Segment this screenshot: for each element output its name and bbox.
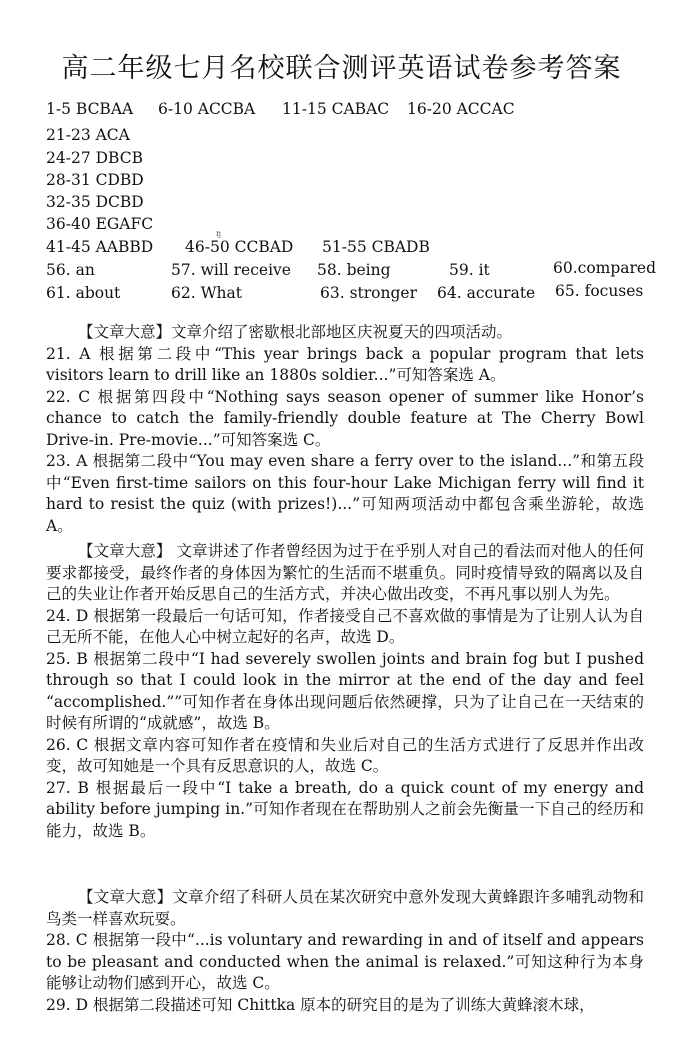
answer-item: 59. it — [449, 261, 490, 279]
stray-mark: ŋ — [216, 229, 222, 238]
answer-item: 51-55 CBADB — [322, 238, 430, 256]
answer-item: 41-45 AABBD — [46, 238, 154, 256]
answer-explanation: 26. C 根据文章内容可知作者在疫情和失业后对自己的生活方式进行了反思并作出改变，故可知她是一个具有反思意识的人，故选 C。 — [46, 735, 644, 775]
page-title: 高二年级七月名校联合测评英语试卷参考答案 — [61, 53, 622, 85]
answer-explanation: 28. C 根据第一段中“...is voluntary and rewarding in and of itself and appears to be pleasant and conducted when the animal is relaxed.”可知这种行为本身能够让动物们感到开心，故选 C。 — [46, 931, 644, 992]
answer-item: 1-5 BCBAA — [46, 100, 134, 118]
section-summary: 【文章大意】文章介绍了科研人员在某次研究中意外发现大黄蜂跟许多哺乳动物和鸟类一样喜欢玩耍。 — [46, 888, 644, 928]
answer-explanation: 29. D 根据第二段描述可知 Chittka 原本的研究目的是为了训练大黄蜂滚木球， — [46, 995, 595, 1014]
answer-item: 56. an — [46, 261, 95, 279]
answer-item: 61. about — [46, 284, 121, 302]
section-summary: 【文章大意】 文章讲述了作者曾经因为过于在乎别人对自己的看法而对他人的任何要求都接受，最终作者的身体因为繁忙的生活而不堪重负。同时疫情导致的隔离以及自己的失业让作者开始反思自己的生活方式，并决心做出改变，不再凡事以别人为先。 — [46, 542, 644, 603]
answer-explanation: 23. A 根据第二段中“You may even share a ferry over to the island...”和第五段中“Even first-time sailors on this four-hour Lake Michigan ferry will find it hard to resist the quiz (with prizes!)...”可知两项活动中都包含乘坐游轮，故选 A。 — [46, 452, 644, 535]
answer-line: 36-40 EGAFC — [46, 215, 154, 233]
section-summary: 【文章大意】文章介绍了密歇根北部地区庆祝夏天的四项活动。 — [78, 323, 513, 341]
answer-line: 21-23 ACA — [46, 126, 130, 144]
explanation-section — [46, 322, 644, 537]
answer-explanation: 27. B 根据最后一段中“I take a breath, do a quick count of my energy and ability before jumping in.”可知作者现在在帮助别人之前会先衡量一下自己的经历和能力，故选 B。 — [46, 778, 644, 840]
answer-item: 16-20 ACCAC — [407, 100, 515, 118]
answer-explanation: 25. B 根据第二段中“I had severely swollen joints and brain fog but I pushed through so that I could look in the mirror at the end of the day and feel “accomplished.””可知作者在身体出现问题后依然硬撑，只为了让自己在一天结束的时候有所谓的“成就感”，故选 B。 — [46, 649, 644, 732]
answer-item: 46-50 CCBAD — [185, 238, 294, 256]
answer-line: 32-35 DCBD — [46, 193, 144, 211]
answer-item: 6-10 ACCBA — [158, 100, 256, 118]
answer-item: 58. being — [317, 261, 391, 279]
answer-line: 24-27 DBCB — [46, 149, 143, 167]
answer-explanation: 22. C 根据第四段中“Nothing says season opener of summer like Honor’s chance to catch the family-friendly double feature at The Cherry Bowl Drive-in. Pre-movie...”可知答案选 C。 — [46, 387, 644, 449]
answer-item: 63. stronger — [320, 284, 417, 302]
answer-item: 11-15 CABAC — [282, 100, 390, 118]
answer-item: 64. accurate — [437, 284, 536, 302]
answer-item: 57. will receive — [171, 261, 291, 279]
explanation-section — [46, 541, 644, 842]
answer-item: 60.compared — [553, 259, 657, 277]
answer-explanation: 24. D 根据第一段最后一句话可知，作者接受自己不喜欢做的事情是为了让别人认为自己无所不能，在他人心中树立起好的名声，故选 D。 — [46, 606, 644, 646]
answer-explanation: 21. A 根据第二段中“This year brings back a popular program that lets visitors learn to drill like an 1880s soldier...”可知答案选 A。 — [46, 344, 644, 384]
answer-item: 62. What — [171, 284, 242, 302]
answer-item: 65. focuses — [555, 282, 644, 300]
explanation-section — [46, 887, 644, 1016]
answer-line: 28-31 CDBD — [46, 171, 144, 189]
